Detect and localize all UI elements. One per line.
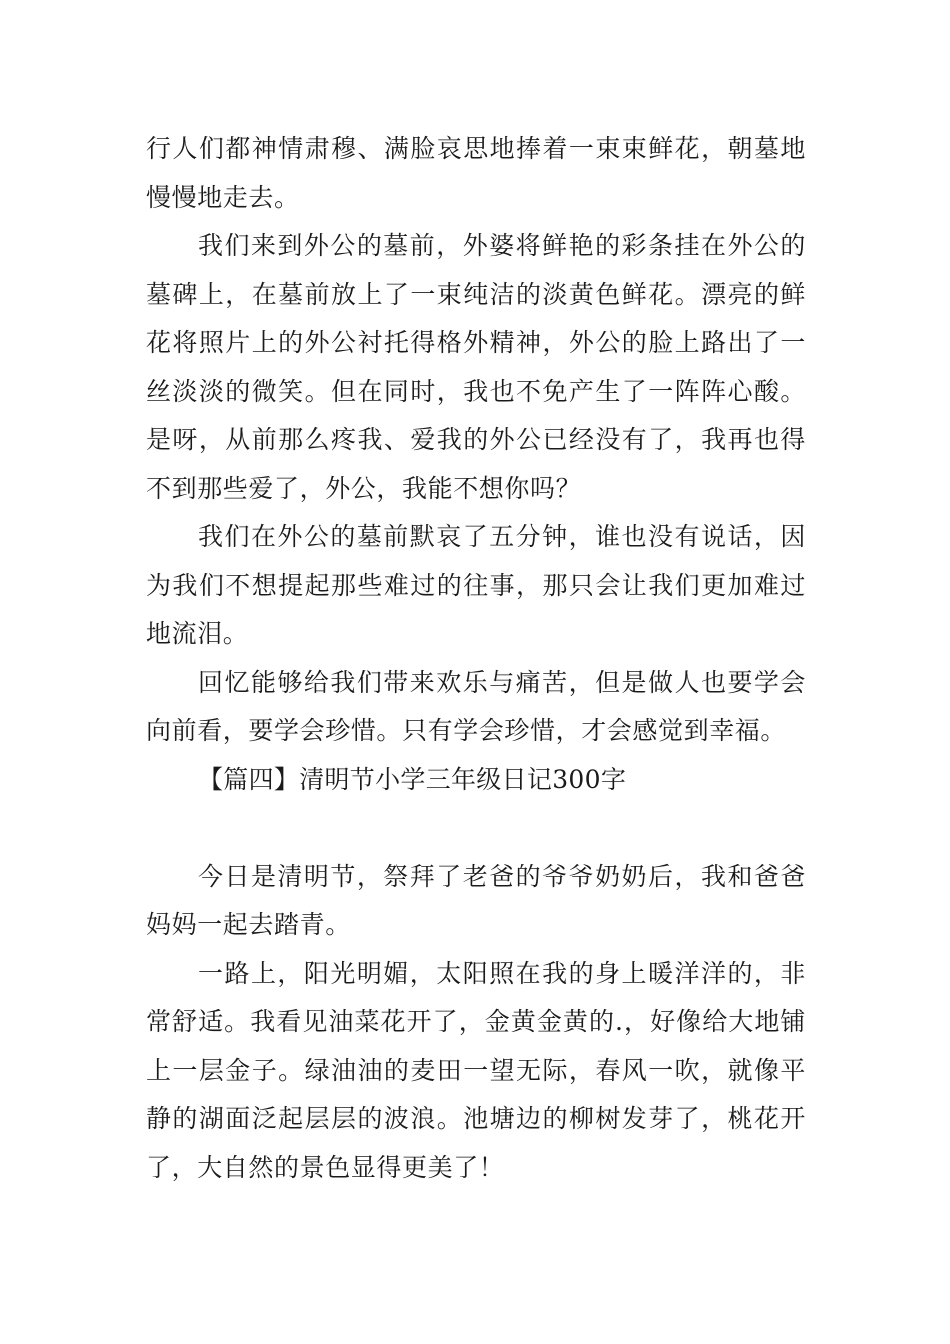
- paragraph-3: 我们在外公的墓前默哀了五分钟，谁也没有说话，因为我们不想提起那些难过的往事，那只会让我们更加难过地流泪。: [146, 522, 806, 648]
- paragraph-5: 今日是清明节，祭拜了老爸的爷爷奶奶后，我和爸爸妈妈一起去踏青。: [146, 861, 806, 939]
- paragraph-1: 行人们都神情肃穆、满脸哀思地捧着一束束鲜花，朝墓地慢慢地走去。: [146, 134, 806, 212]
- paragraph-4: 回忆能够给我们带来欢乐与痛苦，但是做人也要学会向前看，要学会珍惜。只有学会珍惜，才会感觉到幸福。: [146, 667, 806, 745]
- blank-line: [146, 804, 806, 853]
- document-page: [146, 125, 806, 1192]
- paragraph-6: 一路上，阳光明媚，太阳照在我的身上暖洋洋的，非常舒适。我看见油菜花开了，金黄金黄的.，好像给大地铺上一层金子。绿油油的麦田一望无际，春风一吹，就像平静的湖面泛起层层的波浪。池塘边的柳树发芽了，桃花开了，大自然的景色显得更美了！: [146, 958, 806, 1182]
- section-title: 【篇四】清明节小学三年级日记300字: [198, 764, 627, 794]
- paragraph-2: 我们来到外公的墓前，外婆将鲜艳的彩条挂在外公的墓碑上，在墓前放上了一束纯洁的淡黄色鲜花。漂亮的鲜花将照片上的外公衬托得格外精神，外公的脸上路出了一丝淡淡的微笑。但在同时，我也不免产生了一阵阵心酸。是呀，从前那么疼我、爱我的外公已经没有了，我再也得不到那些爱了，外公，我能不想你吗？: [146, 231, 806, 503]
